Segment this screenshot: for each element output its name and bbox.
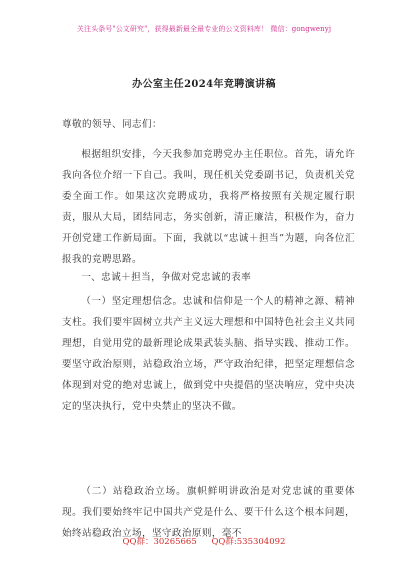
footer-banner <box>0 535 408 547</box>
paragraph-intro: 根据组织安排，今天我参加竞聘党办主任职位。首先，请允许我向各位介绍一下自己。我叫，现任机关党委副书记，负责机关党委全面工作。如果这次竞聘成功，我将严格按照有关规定履行职责，服从大局，团结同志，务实创新，清正廉洁，积极作为，奋力开创党建工作新局面。下面，我就以“忠诚＋担当”为题，向各位汇报我的竞聘思路。 <box>62 149 355 265</box>
paragraph-ideals: （一）坚定理想信念。忠诚和信仰是一个人的精神之源、精神支柱。我们要牢固树立共产主义远大理想和中国特色社会主义共同理想，自觉用党的最新理论成果武装头脑、指导实践、推动工作。要坚守政治原则，站稳政治立场，严守政治纪律，把坚定理想信念体现到对党的绝对忠诚上，做到党中央提倡的坚决响应，党中央决定的坚决执行，党中央禁止的坚决不做。 <box>62 296 355 412</box>
footer-qq-group-2: QQ群:535304092 <box>211 537 286 547</box>
section-heading: 一、忠诚＋担当，争做对党忠诚的表率 <box>81 272 252 283</box>
footer-qq-group-1: QQ群：30265665 <box>122 537 197 547</box>
salutation: 尊敬的领导、同志们： <box>62 119 162 130</box>
paragraph-political-stance: （二）站稳政治立场。旗帜鲜明讲政治是对党忠诚的重要体现。我们要始终牢记中国共产党是什么、要干什么这个根本问题，始终站稳政治立场，坚守政治原则，毫不 <box>62 486 355 539</box>
header-banner: 关注头条号"公文研究"，获得最新最全最专业的公文资料库！ 微信：gongwenyj <box>76 25 332 33</box>
document-title: 办公室主任2024年竞聘演讲稿 <box>132 79 276 90</box>
